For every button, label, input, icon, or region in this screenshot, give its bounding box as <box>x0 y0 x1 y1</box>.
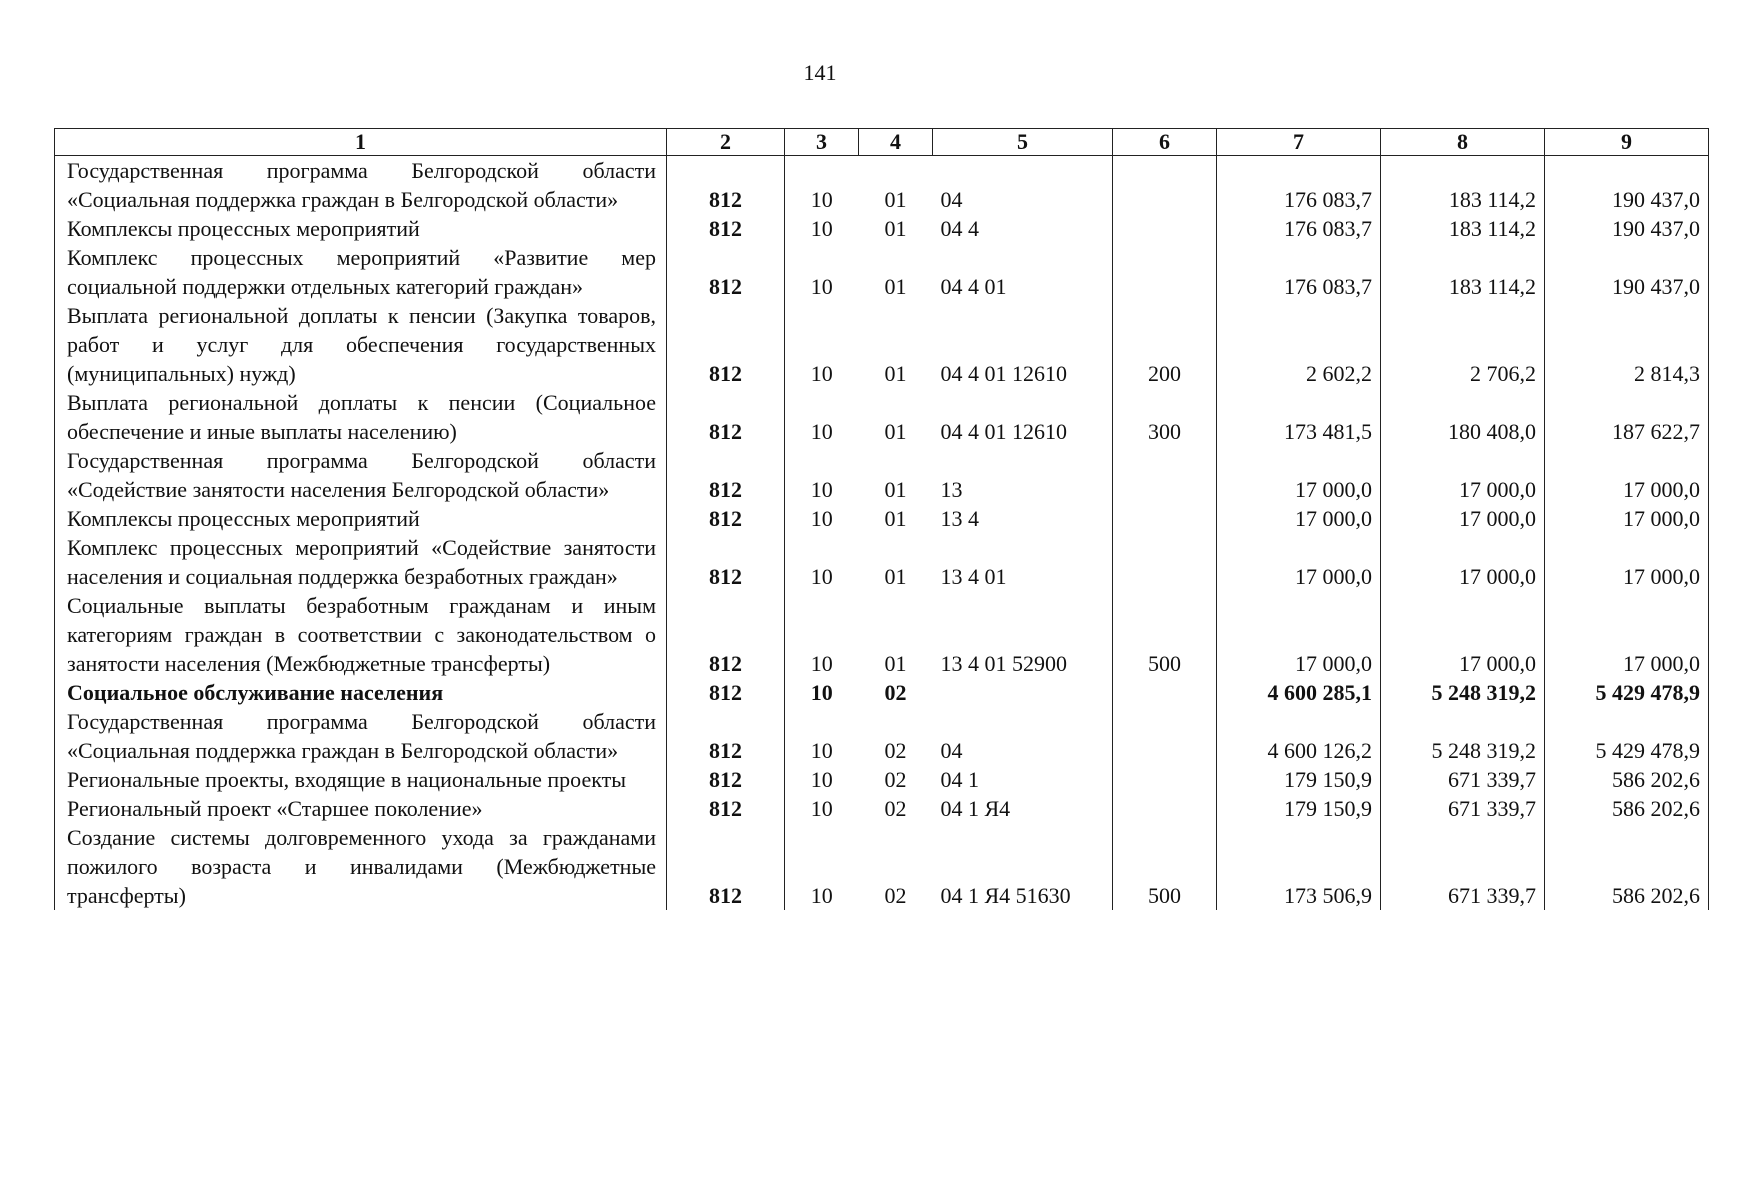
row-amount-col8: 183 114,2 <box>1381 243 1545 301</box>
row-grbs: 812 <box>667 823 785 910</box>
row-amount-col9: 586 202,6 <box>1545 794 1709 823</box>
table-row <box>55 678 1709 707</box>
row-subsection: 01 <box>884 477 907 502</box>
row-amount-col8: 183 114,2 <box>1381 214 1545 243</box>
header-col-1: 1 <box>55 129 667 156</box>
row-name: Региональный проект «Старшее поколение» <box>55 794 667 823</box>
row-section: 10 <box>785 301 859 388</box>
row-name: Создание системы долговременного ухода за гражданами пожилого возраста и инвалидами (Межбюджетные трансферты) <box>55 823 667 910</box>
row-grbs: 812 <box>667 214 785 243</box>
row-amount-col8: 17 000,0 <box>1381 533 1545 591</box>
header-col-8: 8 <box>1381 129 1545 156</box>
row-expense-type <box>1113 678 1217 707</box>
header-col-7: 7 <box>1217 129 1381 156</box>
row-amount-col7: 179 150,9 <box>1217 794 1381 823</box>
row-grbs: 812 <box>667 446 785 504</box>
row-amount-col9: 17 000,0 <box>1545 504 1709 533</box>
row-amount-col7: 2 602,2 <box>1217 301 1381 388</box>
row-amount-col9: 187 622,7 <box>1545 388 1709 446</box>
header-col-4: 4 <box>859 129 933 156</box>
row-target-article: 04 4 01 12610 <box>933 301 1113 388</box>
row-subsection: 02 <box>884 680 907 705</box>
row-amount-col7: 17 000,0 <box>1217 446 1381 504</box>
row-subsection: 01 <box>884 361 907 386</box>
row-grbs: 812 <box>667 591 785 678</box>
row-section: 10 <box>785 214 859 243</box>
row-name: Государственная программа Белгородской области «Содействие занятости населения Белгородской области» <box>55 446 667 504</box>
row-grbs: 812 <box>667 707 785 765</box>
row-amount-col8: 17 000,0 <box>1381 591 1545 678</box>
row-name: Выплата региональной доплаты к пенсии (Закупка товаров, работ и услуг для обеспечения государственных (муниципальных) нужд) <box>55 301 667 388</box>
row-expense-type <box>1113 214 1217 243</box>
row-amount-col9: 17 000,0 <box>1545 446 1709 504</box>
row-amount-col9: 586 202,6 <box>1545 823 1709 910</box>
row-amount-col8: 5 248 319,2 <box>1381 678 1545 707</box>
row-grbs: 812 <box>667 765 785 794</box>
row-subsection: 02 <box>884 883 907 908</box>
budget-table <box>54 128 1709 910</box>
row-section: 10 <box>785 243 859 301</box>
row-subsection: 02 <box>884 767 907 792</box>
header-col-2: 2 <box>667 129 785 156</box>
row-subsection: 01 <box>884 651 907 676</box>
row-section: 10 <box>785 794 859 823</box>
row-amount-col9: 17 000,0 <box>1545 591 1709 678</box>
row-name: Государственная программа Белгородской области «Социальная поддержка граждан в Белгородской области» <box>55 156 667 215</box>
row-amount-col7: 4 600 285,1 <box>1217 678 1381 707</box>
table-row <box>55 533 1709 591</box>
row-amount-col8: 2 706,2 <box>1381 301 1545 388</box>
row-expense-type <box>1113 794 1217 823</box>
row-name: Социальные выплаты безработным гражданам и иным категориям граждан в соответствии с законодательством о занятости населения (Межбюджетные трансферты) <box>55 591 667 678</box>
row-subsection: 01 <box>884 506 907 531</box>
row-name: Социальное обслуживание населения <box>55 678 667 707</box>
row-target-article: 04 1 Я4 <box>933 794 1113 823</box>
row-target-article: 13 4 01 52900 <box>933 591 1113 678</box>
row-amount-col8: 671 339,7 <box>1381 765 1545 794</box>
row-section: 10 <box>785 765 859 794</box>
row-grbs: 812 <box>667 504 785 533</box>
table-body <box>55 156 1709 911</box>
row-target-article: 13 <box>933 446 1113 504</box>
table-row <box>55 823 1709 910</box>
row-expense-type <box>1113 765 1217 794</box>
row-expense-type <box>1113 504 1217 533</box>
row-grbs: 812 <box>667 678 785 707</box>
row-target-article: 04 1 <box>933 765 1113 794</box>
row-name: Государственная программа Белгородской области «Социальная поддержка граждан в Белгородской области» <box>55 707 667 765</box>
row-amount-col7: 176 083,7 <box>1217 243 1381 301</box>
header-col-5: 5 <box>933 129 1113 156</box>
row-amount-col7: 17 000,0 <box>1217 591 1381 678</box>
table-row <box>55 214 1709 243</box>
header-col-6: 6 <box>1113 129 1217 156</box>
row-name: Комплекс процессных мероприятий «Развитие мер социальной поддержки отдельных категорий граждан» <box>55 243 667 301</box>
row-subsection: 01 <box>884 564 907 589</box>
row-amount-col8: 5 248 319,2 <box>1381 707 1545 765</box>
row-grbs: 812 <box>667 156 785 215</box>
header-col-3: 3 <box>785 129 859 156</box>
row-grbs: 812 <box>667 388 785 446</box>
row-amount-col9: 586 202,6 <box>1545 765 1709 794</box>
row-subsection: 02 <box>884 738 907 763</box>
row-subsection: 01 <box>884 274 907 299</box>
row-target-article: 04 1 Я4 51630 <box>933 823 1113 910</box>
row-expense-type: 500 <box>1113 591 1217 678</box>
row-amount-col7: 176 083,7 <box>1217 214 1381 243</box>
row-amount-col9: 190 437,0 <box>1545 156 1709 215</box>
table-row <box>55 794 1709 823</box>
row-section: 10 <box>785 591 859 678</box>
row-grbs: 812 <box>667 301 785 388</box>
row-amount-col7: 4 600 126,2 <box>1217 707 1381 765</box>
table-row <box>55 765 1709 794</box>
row-amount-col8: 671 339,7 <box>1381 823 1545 910</box>
row-amount-col9: 5 429 478,9 <box>1545 707 1709 765</box>
row-grbs: 812 <box>667 794 785 823</box>
row-amount-col8: 183 114,2 <box>1381 156 1545 215</box>
row-expense-type <box>1113 243 1217 301</box>
row-section: 10 <box>785 156 859 215</box>
row-target-article: 04 <box>933 707 1113 765</box>
row-amount-col8: 180 408,0 <box>1381 388 1545 446</box>
table-row <box>55 504 1709 533</box>
row-amount-col9: 190 437,0 <box>1545 214 1709 243</box>
row-amount-col7: 176 083,7 <box>1217 156 1381 215</box>
row-target-article: 13 4 <box>933 504 1113 533</box>
row-grbs: 812 <box>667 243 785 301</box>
row-name: Комплексы процессных мероприятий <box>55 504 667 533</box>
row-subsection: 02 <box>884 796 907 821</box>
row-name: Региональные проекты, входящие в национальные проекты <box>55 765 667 794</box>
row-section: 10 <box>785 446 859 504</box>
row-section: 10 <box>785 707 859 765</box>
row-name: Выплата региональной доплаты к пенсии (Социальное обеспечение и иные выплаты населению) <box>55 388 667 446</box>
row-target-article: 04 4 01 <box>933 243 1113 301</box>
table-row <box>55 591 1709 678</box>
row-target-article: 13 4 01 <box>933 533 1113 591</box>
row-section: 10 <box>785 388 859 446</box>
row-subsection: 01 <box>884 419 907 444</box>
row-subsection: 01 <box>884 187 907 212</box>
header-col-9: 9 <box>1545 129 1709 156</box>
table-row <box>55 707 1709 765</box>
row-grbs: 812 <box>667 533 785 591</box>
row-amount-col7: 173 481,5 <box>1217 388 1381 446</box>
row-expense-type: 500 <box>1113 823 1217 910</box>
table-row <box>55 301 1709 388</box>
row-amount-col8: 17 000,0 <box>1381 446 1545 504</box>
row-amount-col7: 173 506,9 <box>1217 823 1381 910</box>
row-expense-type: 300 <box>1113 388 1217 446</box>
table-row <box>55 388 1709 446</box>
row-name: Комплексы процессных мероприятий <box>55 214 667 243</box>
row-target-article: 04 4 01 12610 <box>933 388 1113 446</box>
row-amount-col7: 17 000,0 <box>1217 533 1381 591</box>
row-expense-type: 200 <box>1113 301 1217 388</box>
row-amount-col9: 17 000,0 <box>1545 533 1709 591</box>
table-row <box>55 243 1709 301</box>
row-name: Комплекс процессных мероприятий «Содействие занятости населения и социальная поддержка безработных граждан» <box>55 533 667 591</box>
row-expense-type <box>1113 533 1217 591</box>
row-subsection: 01 <box>884 216 907 241</box>
row-expense-type <box>1113 707 1217 765</box>
row-section: 10 <box>785 533 859 591</box>
row-amount-col9: 5 429 478,9 <box>1545 678 1709 707</box>
row-target-article: 04 4 <box>933 214 1113 243</box>
row-amount-col7: 179 150,9 <box>1217 765 1381 794</box>
row-amount-col9: 2 814,3 <box>1545 301 1709 388</box>
row-section: 10 <box>785 504 859 533</box>
table-row <box>55 446 1709 504</box>
row-expense-type <box>1113 156 1217 215</box>
row-section: 10 <box>785 823 859 910</box>
table-header-row <box>55 129 1709 156</box>
row-expense-type <box>1113 446 1217 504</box>
table-row <box>55 156 1709 215</box>
row-amount-col8: 671 339,7 <box>1381 794 1545 823</box>
page-number: 141 <box>803 60 837 85</box>
row-target-article: 04 <box>933 156 1113 215</box>
row-amount-col7: 17 000,0 <box>1217 504 1381 533</box>
row-section: 10 <box>785 678 859 707</box>
row-amount-col9: 190 437,0 <box>1545 243 1709 301</box>
row-target-article <box>933 678 1113 707</box>
row-amount-col8: 17 000,0 <box>1381 504 1545 533</box>
